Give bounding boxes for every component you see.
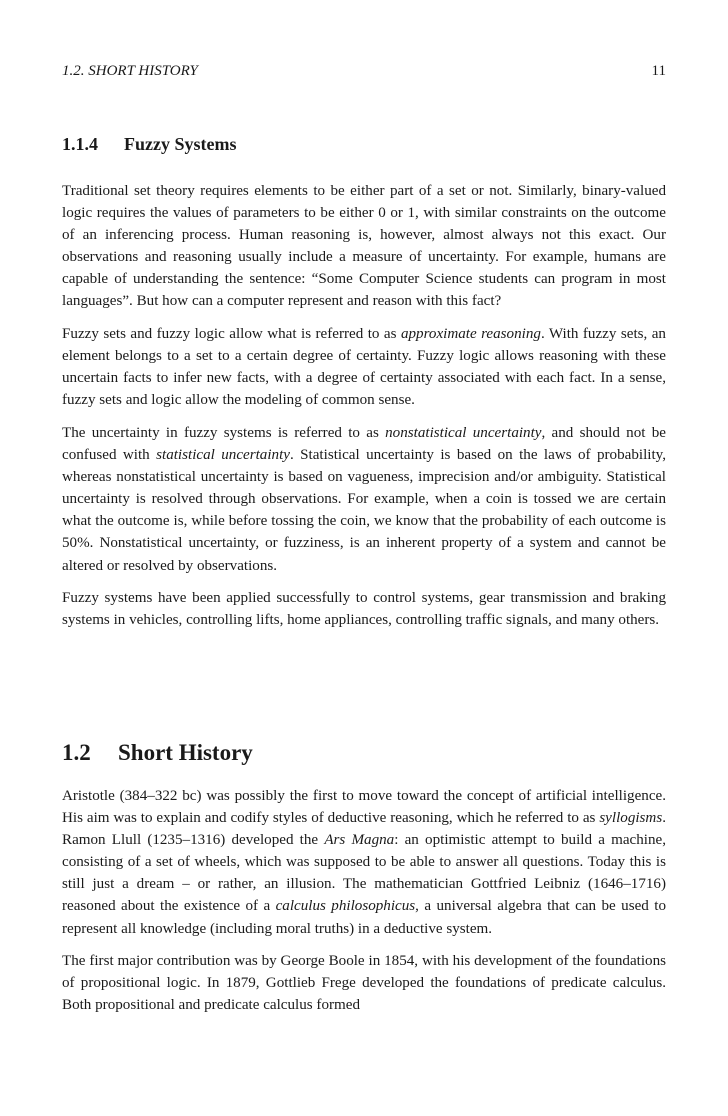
text-run: Fuzzy systems have been applied successfully to control systems, gear transmission and braking systems in vehicles, controlling lifts, home appliances, controlling traffic signals, and many others.	[62, 590, 666, 629]
subsection-heading	[62, 133, 666, 155]
emphasized-term: calculus philosophicus	[275, 898, 416, 915]
short-history-body	[62, 785, 666, 1027]
emphasized-term: syllogisms	[599, 810, 663, 827]
emphasized-term: nonstatistical uncertainty	[385, 424, 542, 441]
section-title: Short History	[118, 740, 253, 765]
section-heading	[62, 739, 666, 767]
subsection-number: 1.1.4	[62, 134, 98, 154]
paragraph	[62, 323, 666, 411]
text-run: . Statistical uncertainty is based on the laws of probability, whereas nonstatistical uncertainty is based on vagueness, imprecision and/or ambiguity. Statistical uncertainty is resolved through observations. For example, when a coin is tossed we are certain what the outcome is, while before tossing the coin, we know that the probability of each outcome is 50%. Nonstatistical uncertainty, or fuzziness, is an inherent property of a system and cannot be altered or resolved by observations.	[62, 447, 666, 574]
text-run: Traditional set theory requires elements to be either part of a set or not. Similarly, binary-valued logic requires the values of parameters to be either 0 or 1, with similar constraints on the outcome of an inferencing process. Human reasoning is, however, almost always not this exact. Our observations and reasoning usually include a measure of uncertainty. For example, humans are capable of understanding the sentence: “Some Computer Science students can program in most languages”. But how can a computer represent and reason with this fact?	[62, 183, 666, 310]
paragraph	[62, 950, 666, 1016]
text-run: The uncertainty in fuzzy systems is referred to as	[62, 424, 386, 441]
running-head-title: 1.2. SHORT HISTORY	[62, 63, 198, 79]
paragraph	[62, 587, 666, 631]
paragraph	[62, 180, 666, 313]
paragraph	[62, 422, 666, 577]
text-run: , a universal algebra that can be used to represent all knowledge (including moral truths) in a deductive system.	[62, 898, 666, 937]
section-number: 1.2	[62, 740, 91, 765]
fuzzy-systems-body	[62, 180, 666, 642]
page-number: 11	[651, 63, 666, 79]
text-run: Fuzzy sets and fuzzy logic allow what is referred to as	[62, 326, 401, 343]
paragraph	[62, 785, 666, 940]
emphasized-term: Ars Magna	[324, 832, 395, 849]
emphasized-term: approximate reasoning	[400, 326, 541, 343]
text-run: : an optimistic attempt to build a machine, consisting of a set of wheels, which was supposed to be able to answer all questions. Today this is still just a dream – or rather, an illusion. The mathematician Gottfried Leibniz (1646–1716) reasoned about the existence of a	[62, 832, 666, 915]
text-run: , and should not be confused with	[62, 424, 666, 464]
text-run: Aristotle (384–322 bc) was possibly the first to move toward the concept of artificial intelligence. His aim was to explain and codify styles of deductive reasoning, which he referred to as	[62, 788, 666, 827]
text-run: . With fuzzy sets, an element belongs to a set to a certain degree of certainty. Fuzzy logic allows reasoning with these uncertain facts to infer new facts, with a degree of certainty associated with each fact. In a sense, fuzzy sets and logic allow the modeling of common sense.	[62, 326, 666, 409]
text-run: . Ramon Llull (1235–1316) developed the	[62, 810, 666, 849]
emphasized-term: statistical uncertainty	[156, 447, 290, 464]
running-head	[62, 62, 666, 80]
text-run: The first major contribution was by George Boole in 1854, with his development of the foundations of propositional logic. In 1879, Gottlieb Frege developed the foundations of predicate calculus. Both propositional and predicate calculus formed	[62, 953, 666, 1014]
subsection-title: Fuzzy Systems	[124, 134, 237, 154]
